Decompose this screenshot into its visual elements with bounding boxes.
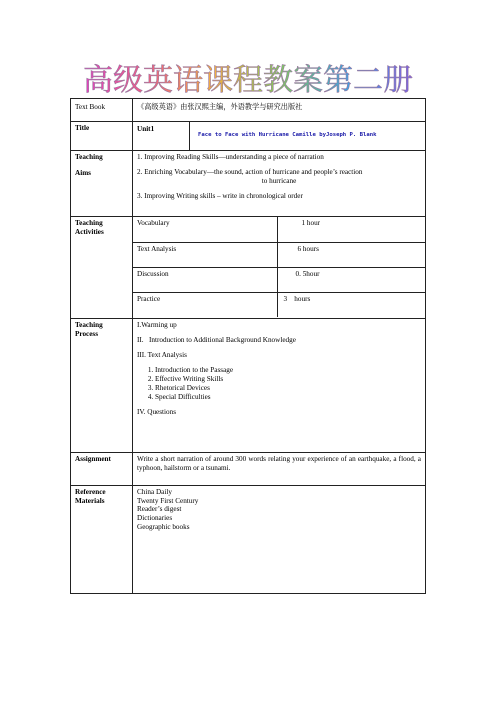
title-label: Title xyxy=(71,122,133,151)
teaching-process-content xyxy=(133,319,426,453)
process-step-3: III. Text Analysis xyxy=(137,351,187,359)
aim-1: 1. Improving Reading Skills—understanding a piece of narration xyxy=(137,153,324,161)
list-item: 3. Rhetorical Devices xyxy=(155,384,421,393)
list-item: 4. Special Difficulties xyxy=(155,393,421,402)
reference-materials-row xyxy=(71,486,426,594)
activities-cell xyxy=(133,217,426,319)
teaching-aims-label: Teaching Aims xyxy=(71,151,133,217)
text-book-row xyxy=(71,99,426,122)
reference-materials-label: Reference Materials xyxy=(71,486,133,594)
banner-graphic xyxy=(70,60,426,98)
process-step-1: I.Warming up xyxy=(137,321,177,329)
activity-row: Practice 3 hours xyxy=(133,292,425,317)
activity-row: Text Analysis 6 hours xyxy=(133,242,425,267)
lesson-title: Face to Face with Hurricane Camille byJoseph P. Blank xyxy=(198,132,377,138)
unit-label: Unit1 xyxy=(133,122,190,150)
teaching-aims-row xyxy=(71,151,426,217)
title-cell xyxy=(133,122,426,151)
teaching-aims-content xyxy=(133,151,426,217)
aim-3: 3. Improving Writing skills – write in chronological order xyxy=(137,192,303,200)
activities-table xyxy=(133,217,425,317)
list-item: China Daily xyxy=(137,488,172,496)
list-item: 2. Effective Writing Skills xyxy=(155,375,421,384)
document-banner xyxy=(70,60,426,98)
list-item: 1. Introduction to the Passage xyxy=(155,366,421,375)
list-item: Dictionaries xyxy=(137,513,173,522)
aim-2: 2. Enriching Vocabulary—the sound, action of hurricane and people’s reaction to hurricane xyxy=(137,168,363,185)
activity-row: Discussion 0. 5hour xyxy=(133,267,425,292)
process-step-4: IV. Questions xyxy=(137,408,176,416)
teaching-process-label: Teaching Process xyxy=(71,319,133,453)
assignment-label: Assignment xyxy=(71,453,133,486)
text-book-label: Text Book xyxy=(71,99,133,122)
list-item: Geographic books xyxy=(137,522,190,531)
list-item: Twenty First Century xyxy=(137,496,199,505)
assignment-text: Write a short narration of around 300 words relating your experience of an earthquake, a flood, a typhoon, hailstorm or a tsunami. xyxy=(133,453,426,486)
activity-row: Vocabulary 1 hour xyxy=(133,217,425,242)
teaching-activities-row xyxy=(71,217,426,319)
lesson-plan-table xyxy=(70,98,426,594)
title-row xyxy=(71,122,426,151)
assignment-row xyxy=(71,453,426,486)
text-book-value: 《高级英语》由张汉熙主编，外语教学与研究出版社 xyxy=(133,99,426,122)
list-item: Reader’s digest xyxy=(137,505,182,514)
banner-title: 高级英语课程教案第二册 xyxy=(83,63,413,98)
text-analysis-sublist xyxy=(137,366,421,402)
process-step-2: II. Introduction to Additional Background Knowledge xyxy=(137,336,296,344)
teaching-process-row xyxy=(71,319,426,453)
reference-materials-list xyxy=(133,486,426,594)
teaching-activities-label: Teaching Activities xyxy=(71,217,133,319)
